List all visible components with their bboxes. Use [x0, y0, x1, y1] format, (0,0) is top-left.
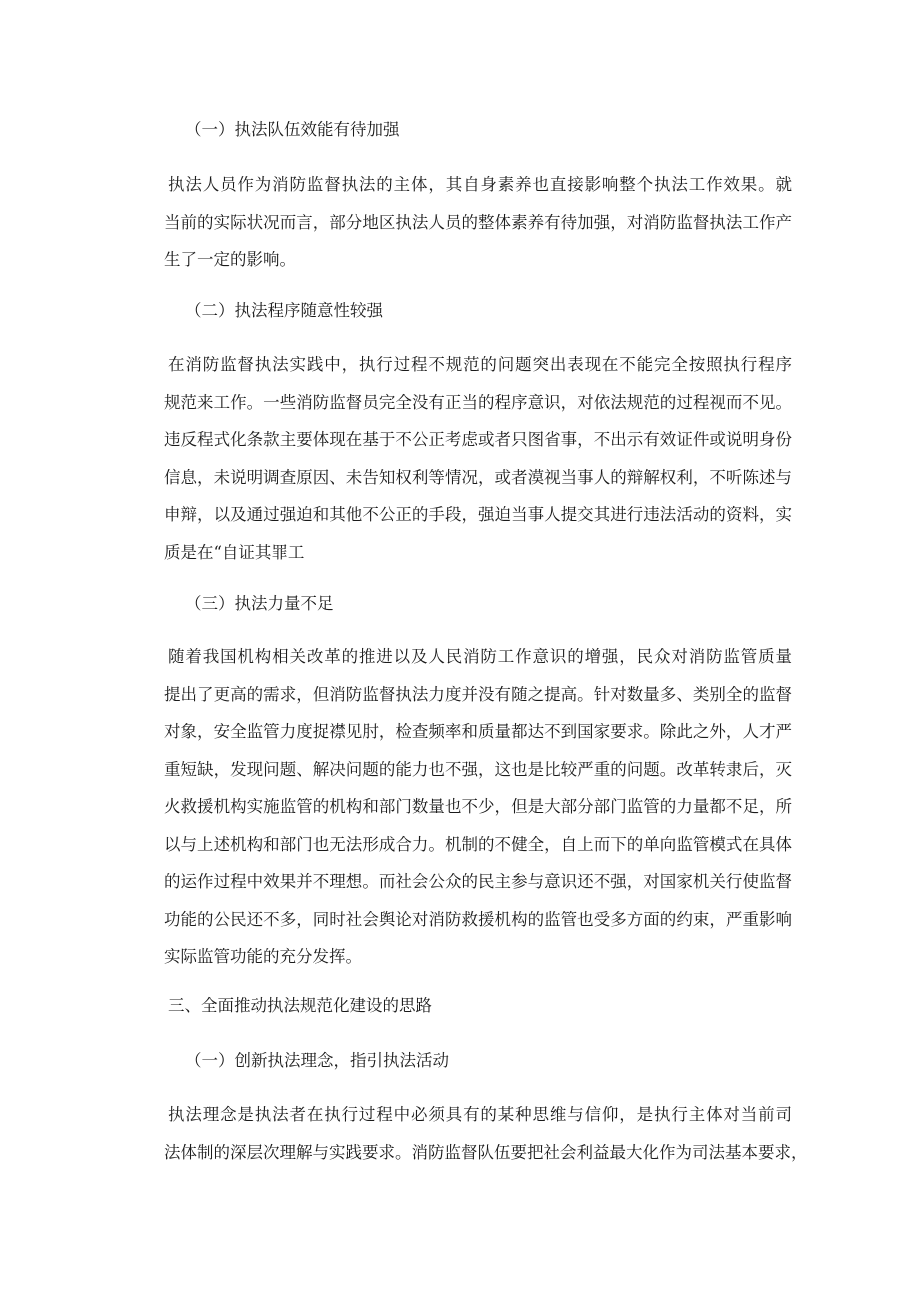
paragraph-line: 质是在“自证其罪工 — [164, 542, 305, 562]
paragraph-line: 法体制的深层次理解与实践要求。消防监督队伍要把社会利益最大化作为司法基本要求， — [164, 1142, 808, 1162]
paragraph-2 — [164, 346, 792, 571]
paragraph-line: 随着我国机构相关改革的推进以及人民消防工作意识的增强，民众对消防监管质量 — [168, 647, 792, 666]
paragraph-line: 信息，未说明调查原因、未告知权利等情况，或者漠视当事人的辩解权利，不听陈述与 — [164, 467, 792, 487]
sub-heading-3: （三）执法力量不足 — [185, 594, 334, 613]
paragraph-4 — [164, 1096, 808, 1171]
paragraph-line: 申辩，以及通过强迫和其他不公正的手段，强迫当事人提交其进行违法活动的资料，实 — [164, 505, 792, 524]
paragraph-line: 执法理念是执法者在执行过程中必须具有的某种思维与信仰，是执行主体对当前司 — [168, 1105, 792, 1124]
paragraph-line: 违反程式化条款主要体现在基于不公正考虑或者只图省事，不出示有效证件或说明身份 — [164, 430, 792, 449]
sub-heading-4: （一）创新执法理念，指引执法活动 — [185, 1051, 449, 1070]
chapter-heading: 三、全面推动执法规范化建设的思路 — [168, 996, 432, 1015]
paragraph-line: 提出了更高的需求，但消防监督执法力度并没有随之提高。针对数量多、类别全的监督 — [164, 684, 792, 704]
paragraph-line: 以与上述机构和部门也无法形成合力。机制的不健全，自上而下的单向监管模式在具体 — [164, 834, 792, 854]
paragraph-line: 功能的公民还不多，同时社会舆论对消防救援机构的监管也受多方面的约束，严重影响 — [164, 909, 792, 929]
paragraph-line: 实际监管功能的充分发挥。 — [164, 947, 362, 966]
paragraph-line: 的运作过程中效果并不理想。而社会公众的民主参与意识还不强，对国家机关行使监督 — [164, 872, 792, 891]
paragraph-line: 重短缺，发现问题、解决问题的能力也不强，这也是比较严重的问题。改革转隶后，灭 — [164, 759, 792, 779]
paragraph-line: 执法人员作为消防监督执法的主体，其自身素养也直接影响整个执法工作效果。就 — [168, 175, 792, 194]
paragraph-1 — [164, 166, 792, 279]
paragraph-line: 规范来工作。一些消防监督员完全没有正当的程序意识，对依法规范的过程视而不见。 — [164, 392, 792, 412]
paragraph-line: 对象，安全监管力度捉襟见肘，检查频率和质量都达不到国家要求。除此之外，人才严 — [164, 722, 792, 741]
paragraph-line: 生了一定的影响。 — [164, 250, 296, 269]
paragraph-line: 当前的实际状况而言，部分地区执法人员的整体素养有待加强，对消防监督执法工作产 — [164, 212, 792, 232]
sub-heading-1: （一）执法队伍效能有待加强 — [185, 120, 400, 139]
paragraph-line: 在消防监督执法实践中，执行过程不规范的问题突出表现在不能完全按照执行程序 — [168, 355, 792, 374]
paragraph-line: 火救援机构实施监管的机构和部门数量也不少，但是大部分部门监管的力量都不足，所 — [164, 797, 792, 816]
sub-heading-2: （二）执法程序随意性较强 — [185, 301, 383, 320]
paragraph-3 — [164, 638, 792, 976]
